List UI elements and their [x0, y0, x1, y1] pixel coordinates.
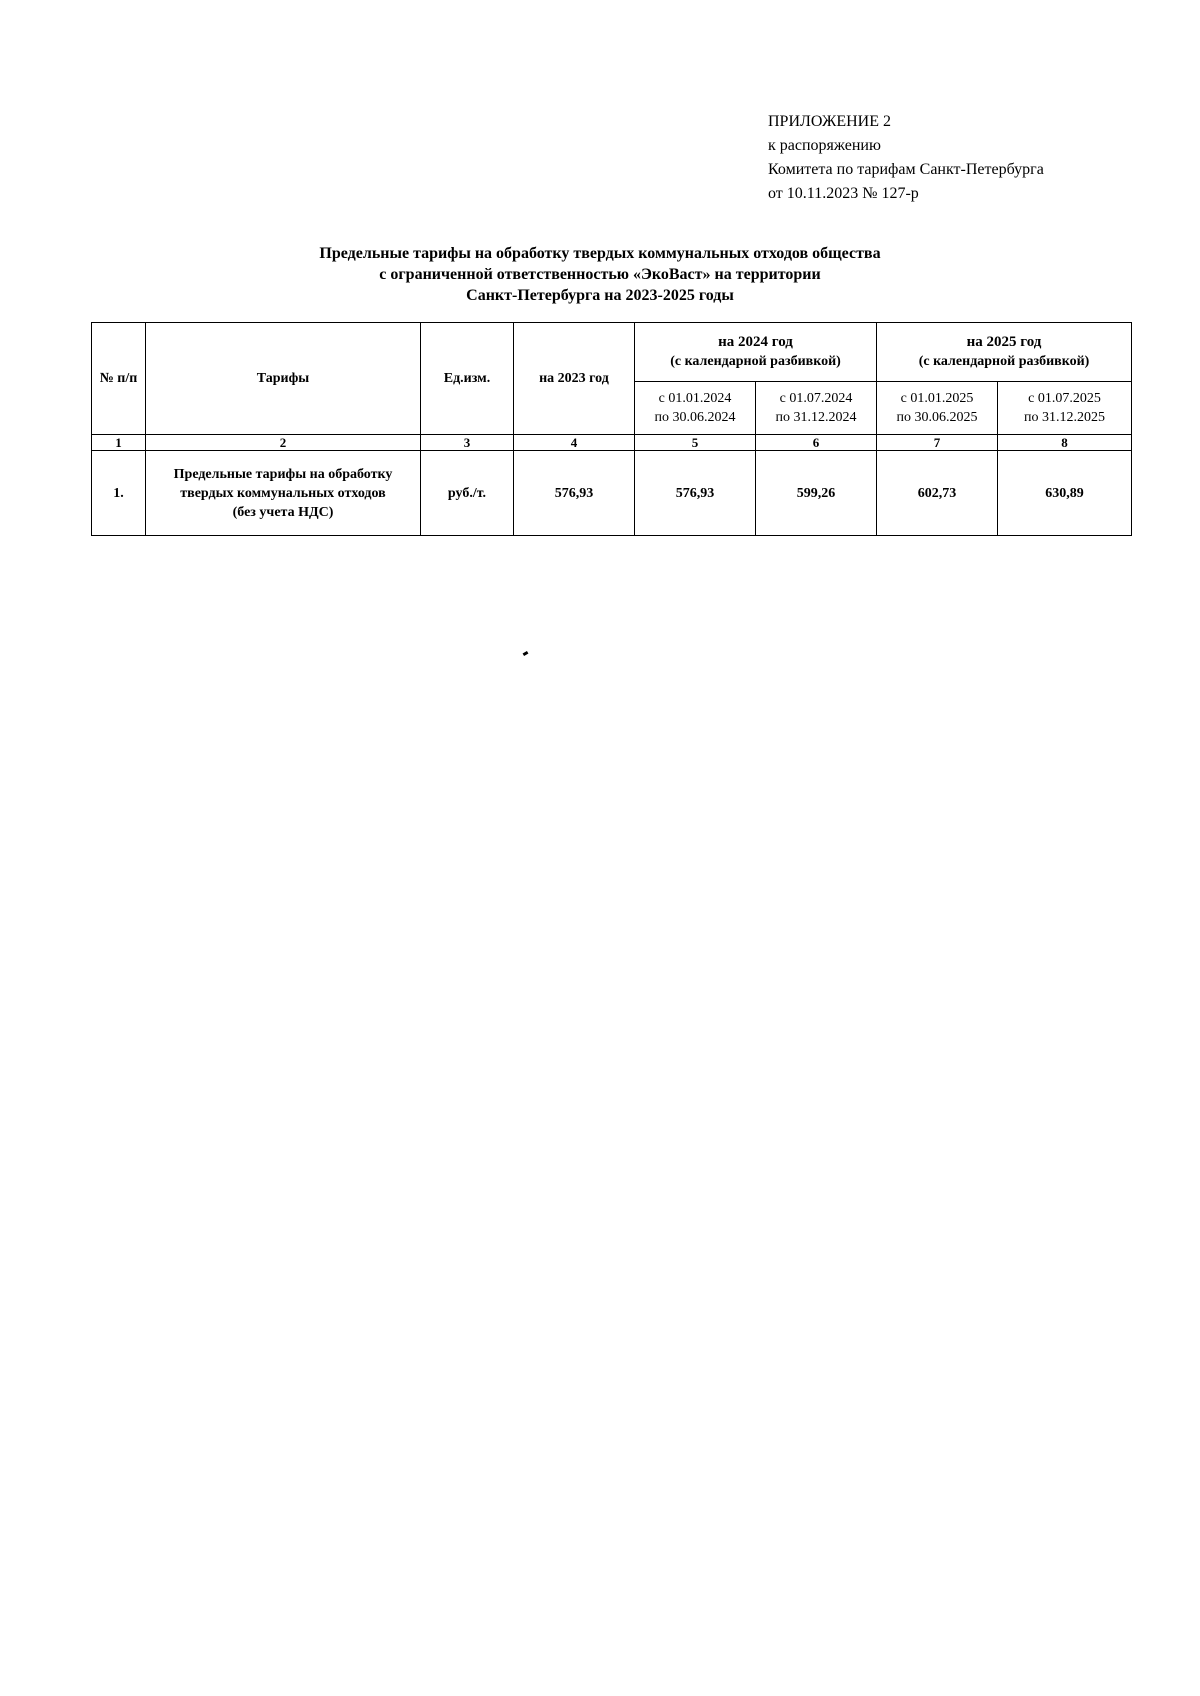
header-unit: Ед.изм. [421, 323, 514, 435]
row-unit: руб./т. [421, 451, 514, 536]
value-2025-h1: 602,73 [877, 451, 998, 536]
tariff-name-line: (без учета НДС) [232, 504, 334, 520]
stray-ink-mark [523, 651, 529, 656]
period-start: с 01.07.2025 [1028, 391, 1101, 406]
tariff-name-line: Предельные тарифы на обработку [173, 466, 393, 482]
header-num: № п/п [92, 323, 146, 435]
appendix-number: ПРИЛОЖЕНИЕ 2 [768, 113, 892, 130]
header-period-2025-h2 [998, 382, 1132, 435]
header-tariffs: Тарифы [146, 323, 421, 435]
tariffs-table [91, 322, 1132, 536]
header-2025-subtitle: (с календарной разбивкой) [918, 354, 1090, 369]
appendix-reference: к распоряжению [768, 137, 881, 154]
header-2024 [635, 323, 877, 382]
header-2025 [877, 323, 1132, 382]
column-number: 3 [421, 435, 514, 451]
table-row [92, 451, 1132, 536]
header-2025-title: на 2025 год [966, 334, 1042, 350]
appendix-header [768, 110, 1044, 206]
header-2024-subtitle: (с календарной разбивкой) [670, 354, 841, 369]
column-number: 5 [635, 435, 756, 451]
period-start: с 01.07.2024 [779, 391, 853, 406]
period-end: по 31.12.2024 [775, 410, 857, 425]
appendix-committee: Комитета по тарифам Санкт-Петербурга [768, 161, 1044, 178]
header-period-2024-h1 [635, 382, 756, 435]
header-2024-title: на 2024 год [718, 334, 793, 350]
row-number: 1. [92, 451, 146, 536]
value-2025-h2: 630,89 [998, 451, 1132, 536]
column-number: 4 [514, 435, 635, 451]
period-end: по 30.06.2024 [654, 410, 736, 425]
appendix-order-date: от 10.11.2023 № 127-р [768, 185, 919, 202]
header-period-2024-h2 [756, 382, 877, 435]
period-start: с 01.01.2024 [658, 391, 732, 406]
value-2023: 576,93 [514, 451, 635, 536]
header-row-years [92, 323, 1132, 382]
column-number: 2 [146, 435, 421, 451]
row-tariff-name [146, 451, 421, 536]
period-end: по 30.06.2025 [896, 410, 978, 425]
title-line-3: Санкт-Петербурга на 2023-2025 годы [466, 287, 734, 304]
value-2024-h2: 599,26 [756, 451, 877, 536]
column-number: 1 [92, 435, 146, 451]
column-number-row [92, 435, 1132, 451]
value-2024-h1: 576,93 [635, 451, 756, 536]
header-period-2025-h1 [877, 382, 998, 435]
period-end: по 31.12.2025 [1024, 410, 1106, 425]
column-number: 7 [877, 435, 998, 451]
title-line-2: с ограниченной ответственностью «ЭкоВаст» на территории [379, 266, 821, 283]
tariff-name-line: твердых коммунальных отходов [180, 485, 386, 501]
column-number: 6 [756, 435, 877, 451]
period-start: с 01.01.2025 [900, 391, 974, 406]
header-2023: на 2023 год [514, 323, 635, 435]
document-title [160, 243, 1040, 306]
title-line-1: Предельные тарифы на обработку твердых коммунальных отходов общества [319, 245, 881, 262]
column-number: 8 [998, 435, 1132, 451]
